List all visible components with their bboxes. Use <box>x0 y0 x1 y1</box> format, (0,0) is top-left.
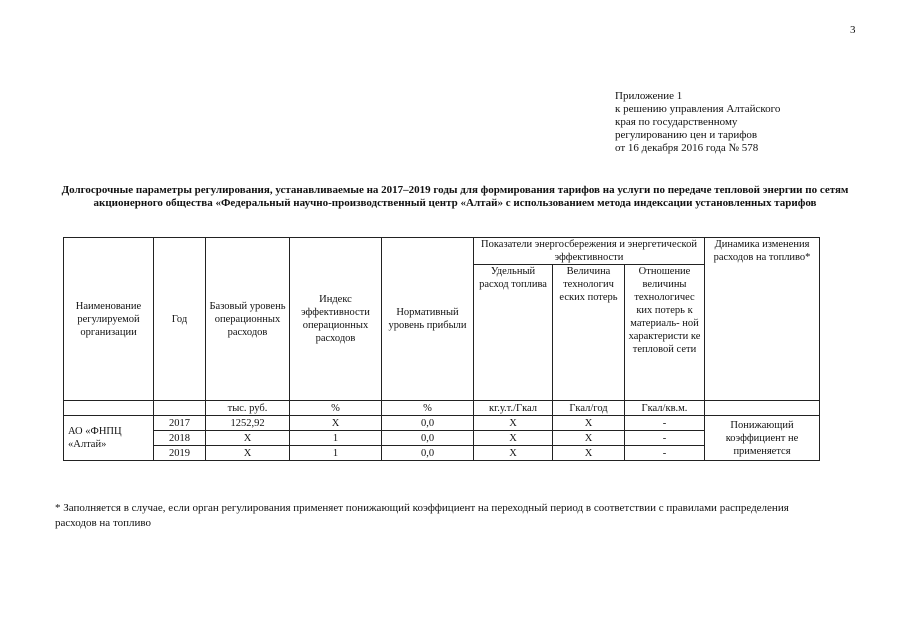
cell-base: 1252,92 <box>206 416 290 431</box>
parameters-table <box>63 237 820 461</box>
cell-fuel-rate: X <box>474 446 553 461</box>
cell-profit: 0,0 <box>382 431 474 446</box>
unit-fuel-rate: кг.у.т./Гкал <box>474 401 553 416</box>
unit-cell <box>154 401 206 416</box>
cell-index: 1 <box>290 446 382 461</box>
cell-fuel-rate: X <box>474 431 553 446</box>
header-ratio: Отношение величины технологичес ких потерь к материаль- ной характеристи ке тепловой сети <box>625 265 705 401</box>
appendix-line: края по государственному <box>615 116 738 128</box>
document-title: Долгосрочные параметры регулирования, устанавливаемые на 2017–2019 годы для формирования тарифов на услуги по передаче тепловой энергии по сетям акционерного общества «Федеральный научно-производственный центр «Алтай» с использованием метода индексации установленных тарифов <box>61 184 849 209</box>
cell-year: 2018 <box>154 431 206 446</box>
unit-ratio: Гкал/кв.м. <box>625 401 705 416</box>
header-profit: Нормативный уровень прибыли <box>382 238 474 401</box>
appendix-line: от 16 декабря 2016 года № 578 <box>615 142 759 154</box>
header-fuel-rate: Удельный расход топлива <box>474 265 553 401</box>
cell-index: X <box>290 416 382 431</box>
org-name: АО «ФНПЦ «Алтай» <box>64 416 154 461</box>
cell-fuel-rate: X <box>474 416 553 431</box>
cell-tech-loss: X <box>553 431 625 446</box>
header-tech-loss: Величина технологич еских потерь <box>553 265 625 401</box>
unit-cell <box>64 401 154 416</box>
appendix-block <box>615 90 780 155</box>
appendix-line: Приложение 1 <box>615 90 683 102</box>
header-base-costs: Базовый уровень операционных расходов <box>206 238 290 401</box>
cell-profit: 0,0 <box>382 446 474 461</box>
cell-year: 2017 <box>154 416 206 431</box>
cell-ratio: - <box>625 416 705 431</box>
cell-year: 2019 <box>154 446 206 461</box>
page-number: 3 <box>850 24 856 36</box>
unit-base: тыс. руб. <box>206 401 290 416</box>
header-org: Наименование регулируемой организации <box>64 238 154 401</box>
unit-tech-loss: Гкал/год <box>553 401 625 416</box>
header-year: Год <box>154 238 206 401</box>
cell-tech-loss: X <box>553 416 625 431</box>
cell-base: X <box>206 446 290 461</box>
header-efficiency-index: Индекс эффективности операционных расходов <box>290 238 382 401</box>
cell-profit: 0,0 <box>382 416 474 431</box>
unit-profit: % <box>382 401 474 416</box>
appendix-line: регулированию цен и тарифов <box>615 129 758 141</box>
cell-index: 1 <box>290 431 382 446</box>
cell-ratio: - <box>625 446 705 461</box>
appendix-line: к решению управления Алтайского <box>615 103 781 115</box>
unit-index: % <box>290 401 382 416</box>
cell-tech-loss: X <box>553 446 625 461</box>
header-energy-group: Показатели энергосбережения и энергетической эффективности <box>474 238 705 265</box>
header-fuel-dynamics: Динамика изменения расходов на топливо* <box>705 238 820 401</box>
footnote: * Заполняется в случае, если орган регулирования применяет понижающий коэффициент на переходный период в соответствии с правилами распределения расходов на топливо <box>55 502 789 529</box>
cell-ratio: - <box>625 431 705 446</box>
fuel-dynamics-value: Понижающий коэффициент не применяется <box>705 416 820 461</box>
unit-cell <box>705 401 820 416</box>
parameters-table-wrap <box>63 237 820 461</box>
table-row <box>64 416 820 431</box>
cell-base: X <box>206 431 290 446</box>
